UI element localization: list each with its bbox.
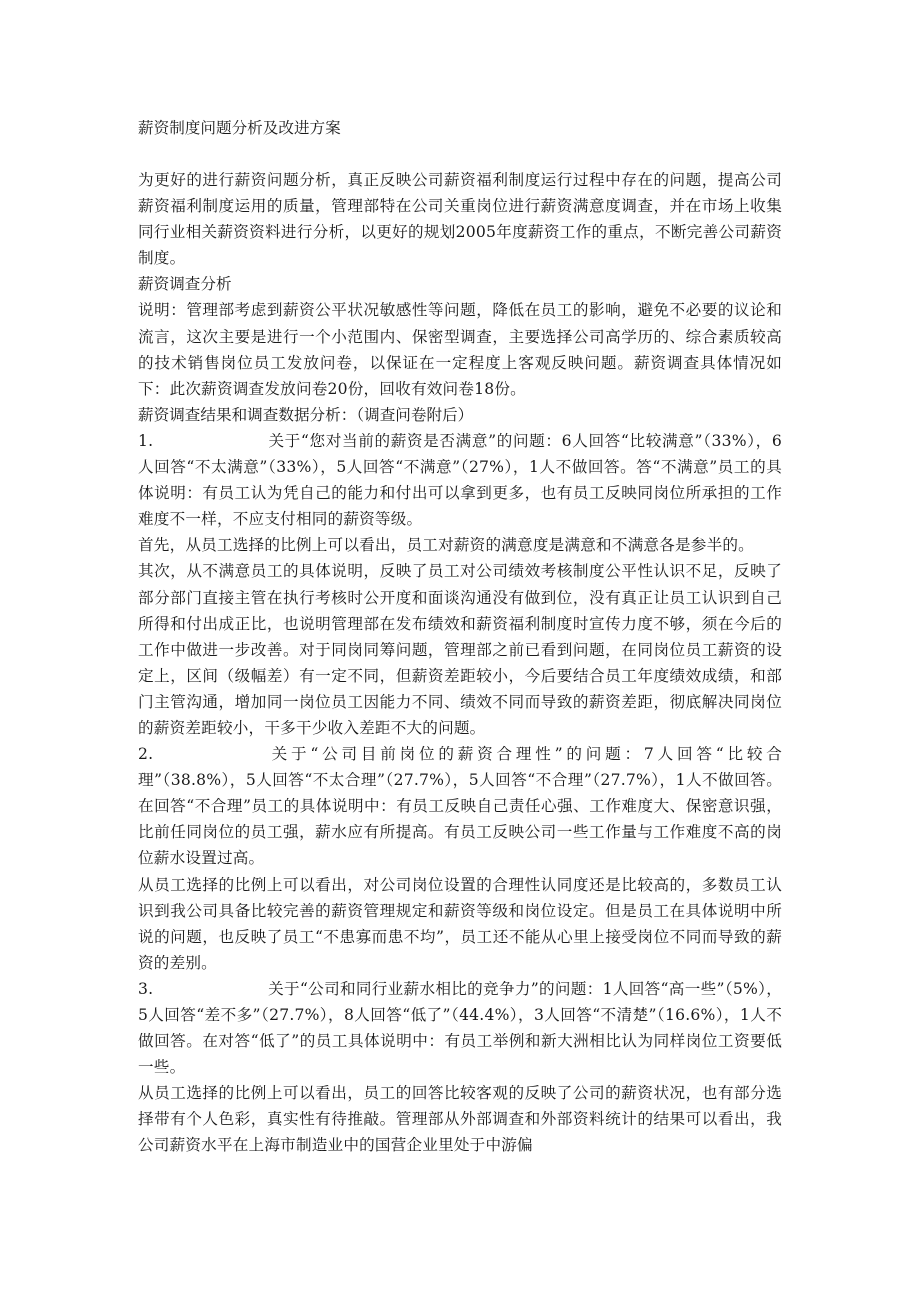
question-3	[138, 976, 782, 1080]
question-1	[138, 428, 782, 532]
question-3-analysis: 从员工选择的比例上可以看出，员工的回答比较客观的反映了公司的薪资状况，也有部分选择带有个人色彩，真实性有待推敲。管理部从外部调查和外部资料统计的结果可以看出，我公司薪资水平在上海市制造业中的国营企业里处于中游偏	[138, 1084, 782, 1155]
intro-paragraph: 为更好的进行薪资问题分析，真正反映公司薪资福利制度运行过程中存在的问题，提高公司薪资福利制度运用的质量，管理部特在公司关重岗位进行薪资满意度调查，并在市场上收集同行业相关薪资资料进行分析，以更好的规划2005年度薪资工作的重点，不断完善公司薪资制度。	[138, 171, 782, 268]
question-3-text: 关于“公司和同行业薪水相比的竞争力”的问题：1人回答“高一些”（5%），5人回答“差不多”（27.7%），8人回答“低了”（44.4%），3人回答“不清楚”（16.6%），1人不做回答。在对答“低了”的员工具体说明中：有员工举例和新大洲相比认为同样岗位工资要低一些。	[138, 979, 782, 1077]
question-1-second-analysis: 其次，从不满意员工的具体说明，反映了员工对公司绩效考核制度公平性认识不足，反映了部分部门直接主管在执行考核时公开度和面谈沟通没有做到位，没有真正让员工认识到自己所得和付出成正比，也说明管理部在发布绩效和薪资福利制度时宣传力度不够，须在今后的工作中做进一步改善。对于同岗同筹问题，管理部之前已看到问题，在同岗位员工薪资的设定上，区间（级幅差）有一定不同，但薪资差距较小，今后要结合员工年度绩效成绩，和部门主管沟通，增加同一岗位员工因能力不同、绩效不同而导致的薪资差距，彻底解决同岗位的薪资差距较小，干多干少收入差距不大的问题。	[138, 562, 782, 737]
question-1-first-analysis: 首先，从员工选择的比例上可以看出，员工对薪资的满意度是满意和不满意各是参半的。	[138, 536, 754, 555]
survey-description: 说明：管理部考虑到薪资公平状况敏感性等问题，降低在员工的影响，避免不必要的议论和流言，这次主要是进行一个小范围内、保密型调查，主要选择公司高学历的、综合素质较高的技术销售岗位员工发放问卷，以保证在一定程度上客观反映问题。薪资调查具体情况如下：此次薪资调查发放问卷20份，回收有效问卷18份。	[138, 301, 782, 398]
section-heading-results: 薪资调查结果和调查数据分析：（调查问卷附后）	[138, 405, 474, 424]
question-2-text: 关于“公司目前岗位的薪资合理性”的问题：7人回答“比较合理”（38.8%），5人回答“不太合理”（27.7%），5人回答“不合理”（27.7%），1人不做回答。在回答“不合理”员工的具体说明中：有员工反映自己责任心强、工作难度大、保密意识强，比前任同岗位的员工强，薪水应有所提高。有员工反映公司一些工作量与工作难度不高的岗位薪水设置过高。	[138, 745, 782, 868]
section-heading-survey: 薪资调查分析	[138, 275, 232, 294]
question-1-number: 1.	[138, 431, 154, 450]
question-3-number: 3.	[138, 979, 154, 998]
question-2	[138, 741, 782, 871]
document-title: 薪资制度问题分析及改进方案	[138, 119, 341, 137]
question-2-number: 2.	[138, 745, 154, 764]
question-2-analysis: 从员工选择的比例上可以看出，对公司岗位设置的合理性认同度还是比较高的，多数员工认识到我公司具备比较完善的薪资管理规定和薪资等级和岗位设定。但是员工在具体说明中所说的问题，也反映了员工“不患寡而患不均”，员工还不能从心里上接受岗位不同而导致的薪资的差别。	[138, 875, 782, 972]
question-1-text: 关于“您对当前的薪资是否满意”的问题：6人回答“比较满意”（33%），6人回答“不太满意”（33%），5人回答“不满意”（27%），1人不做回答。答“不满意”员工的具体说明：有员工认为凭自己的能力和付出可以拿到更多，也有员工反映同岗位所承担的工作难度不一样，不应支付相同的薪资等级。	[138, 431, 782, 529]
